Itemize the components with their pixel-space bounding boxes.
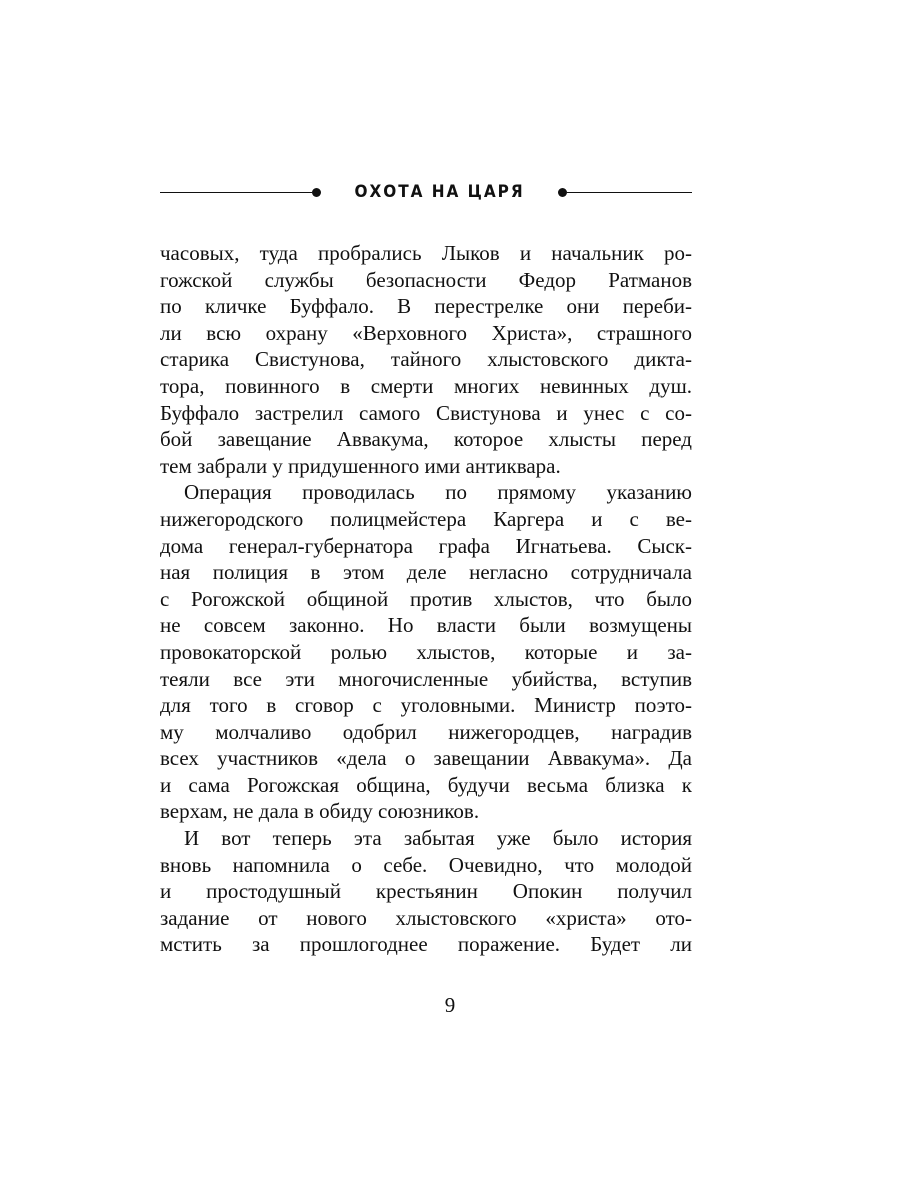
text-line: мстить за прошлогоднее поражение. Будет ли (160, 932, 692, 957)
text-line: задание от нового хлыстовского «христа» ото- (160, 905, 692, 930)
text-line: бой завещание Аввакума, которое хлысты перед (160, 427, 692, 452)
text-line: по кличке Буффало. В перестрелке они переби- (160, 294, 692, 319)
text-line: не совсем законно. Но власти были возмущены (160, 613, 692, 638)
text-line: ная полиция в этом деле негласно сотрудничала (160, 560, 692, 585)
text-line: И вот теперь эта забытая уже было история (184, 826, 692, 851)
text-line: вновь напомнила о себе. Очевидно, что молодой (160, 852, 692, 877)
text-line: Операция проводилась по прямому указанию (184, 480, 692, 505)
text-line: му молчаливо одобрил нижегородцев, наградив (160, 719, 692, 744)
running-head-dot-right (558, 188, 567, 197)
text-line: часовых, туда пробрались Лыков и начальник ро- (160, 241, 692, 265)
paragraph (160, 479, 692, 825)
running-head-title: ОХОТА НА ЦАРЯ (354, 182, 525, 202)
text-line: и простодушный крестьянин Опокин получил (160, 879, 692, 904)
running-head-rule-left (160, 192, 312, 193)
text-line: Буффало застрелил самого Свистунова и унес с со- (160, 400, 692, 425)
running-head-dot-left (312, 188, 321, 197)
text-line: для того в сговор с уголовными. Министр поэто- (160, 693, 692, 718)
running-head (160, 178, 692, 206)
text-line: тем забрали у придушенного ими антиквара. (160, 453, 561, 478)
text-line: старика Свистунова, тайного хлыстовского дикта- (160, 347, 692, 372)
running-head-rule-right (567, 192, 692, 193)
paragraph (160, 825, 692, 958)
text-line: дома генерал-губернатора графа Игнатьева. Сыск- (160, 533, 692, 558)
text-line: теяли все эти многочисленные убийства, вступив (160, 666, 692, 691)
text-line: верхам, не дала в обиду союзников. (160, 799, 480, 824)
text-line: провокаторской ролью хлыстов, которые и за- (160, 639, 692, 664)
text-line: нижегородского полицмейстера Каргера и с ве- (160, 506, 692, 531)
page-number: 9 (444, 993, 456, 1017)
text-line: всех участников «дела о завещании Аввакума». Да (160, 746, 692, 771)
body-text (160, 240, 692, 958)
text-line: гожской службы безопасности Федор Ратманов (160, 267, 692, 292)
paragraph (160, 240, 692, 479)
text-line: ли всю охрану «Верховного Христа», страшного (160, 320, 692, 345)
text-line: тора, повинного в смерти многих невинных душ. (160, 373, 692, 398)
text-line: с Рогожской общиной против хлыстов, что было (160, 586, 692, 611)
text-line: и сама Рогожская община, будучи весьма близка к (160, 772, 692, 797)
